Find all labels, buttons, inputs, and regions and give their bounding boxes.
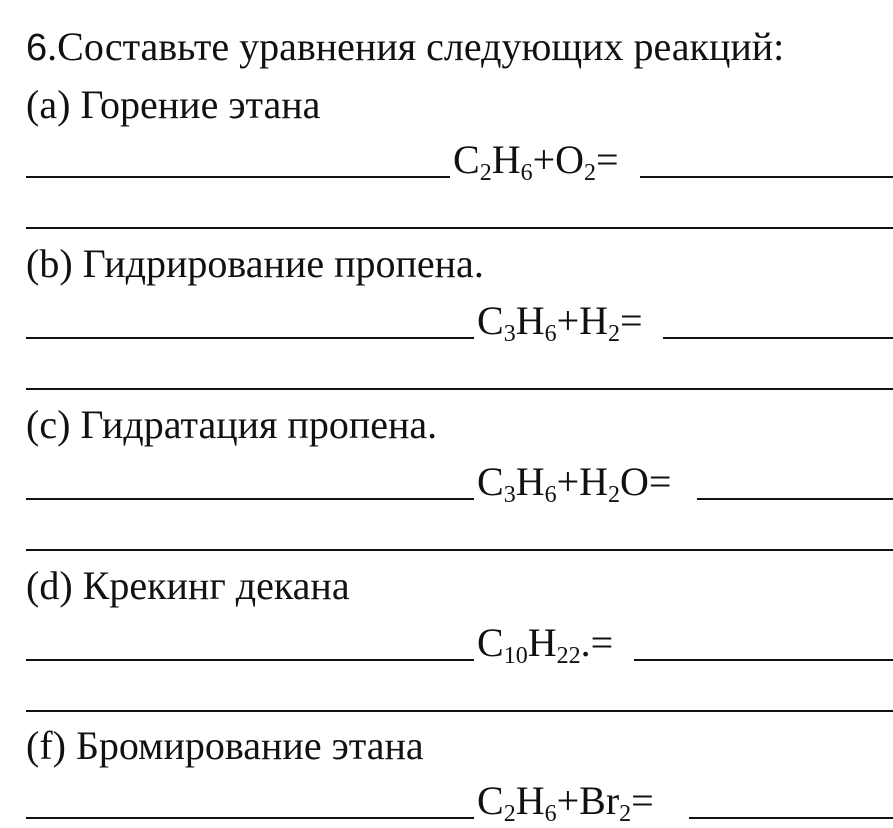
- formula-subscript: 3: [503, 321, 516, 347]
- formula-subscript: 2: [608, 482, 621, 508]
- formula-text: C: [453, 137, 480, 182]
- formula-subscript: 2: [608, 321, 621, 347]
- item-label-a: (a) Горение этана: [26, 82, 321, 127]
- answer-blank-right-c[interactable]: [697, 498, 893, 500]
- formula-text: .=: [580, 620, 614, 665]
- formula-subscript: 6: [544, 321, 557, 347]
- formula-text: +H: [556, 298, 609, 343]
- formula-subscript: 2: [619, 801, 632, 827]
- formula-text: =: [620, 298, 643, 343]
- formula-text: +Br: [556, 778, 620, 823]
- formula-text: =: [596, 137, 619, 182]
- item-label-d: (d) Крекинг декана: [26, 563, 350, 608]
- formula-subscript: 6: [544, 482, 557, 508]
- answer-blank-right-a[interactable]: [640, 176, 893, 178]
- formula-text: H: [515, 778, 545, 823]
- formula-text: +O: [532, 137, 585, 182]
- answer-blank-left-b[interactable]: [26, 337, 474, 339]
- answer-blank-right-f[interactable]: [689, 817, 893, 819]
- item-label-c: (c) Гидратация пропена.: [26, 402, 438, 447]
- formula-d: [477, 616, 613, 670]
- formula-subscript: 6: [520, 160, 533, 186]
- formula-subscript: 22: [556, 643, 581, 669]
- formula-text: H: [527, 620, 557, 665]
- formula-text: C: [477, 620, 504, 665]
- answer-blank-left-c[interactable]: [26, 498, 474, 500]
- formula-f: [477, 774, 654, 828]
- formula-subscript: 3: [503, 482, 516, 508]
- answer-blank-left-a[interactable]: [26, 176, 450, 178]
- answer-line-c[interactable]: [26, 549, 893, 551]
- task-title: .Составьте уравнения следующих реакций:: [47, 24, 785, 69]
- formula-text: C: [477, 459, 504, 504]
- formula-text: H: [515, 298, 545, 343]
- formula-text: H: [491, 137, 521, 182]
- formula-text: C: [477, 298, 504, 343]
- answer-blank-left-f[interactable]: [26, 817, 474, 819]
- formula-a: [453, 133, 619, 187]
- formula-subscript: 2: [584, 160, 597, 186]
- answer-line-b[interactable]: [26, 388, 893, 390]
- answer-blank-right-b[interactable]: [663, 337, 893, 339]
- formula-text: O=: [620, 459, 672, 504]
- item-label-f: (f) Бромирование этана: [26, 723, 424, 768]
- formula-b: [477, 294, 643, 348]
- formula-subscript: 6: [544, 801, 557, 827]
- item-label-b: (b) Гидрирование пропена.: [26, 241, 484, 286]
- formula-subscript: 2: [479, 160, 492, 186]
- task-heading: [26, 20, 784, 75]
- formula-text: H: [515, 459, 545, 504]
- answer-line-d[interactable]: [26, 710, 893, 712]
- formula-text: =: [631, 778, 654, 823]
- formula-text: +H: [556, 459, 609, 504]
- task-number: 6: [26, 27, 48, 69]
- formula-subscript: 10: [503, 643, 528, 669]
- answer-blank-right-d[interactable]: [634, 659, 893, 661]
- formula-text: C: [477, 778, 504, 823]
- formula-subscript: 2: [503, 801, 516, 827]
- formula-c: [477, 455, 671, 509]
- answer-blank-left-d[interactable]: [26, 659, 474, 661]
- answer-line-a[interactable]: [26, 227, 893, 229]
